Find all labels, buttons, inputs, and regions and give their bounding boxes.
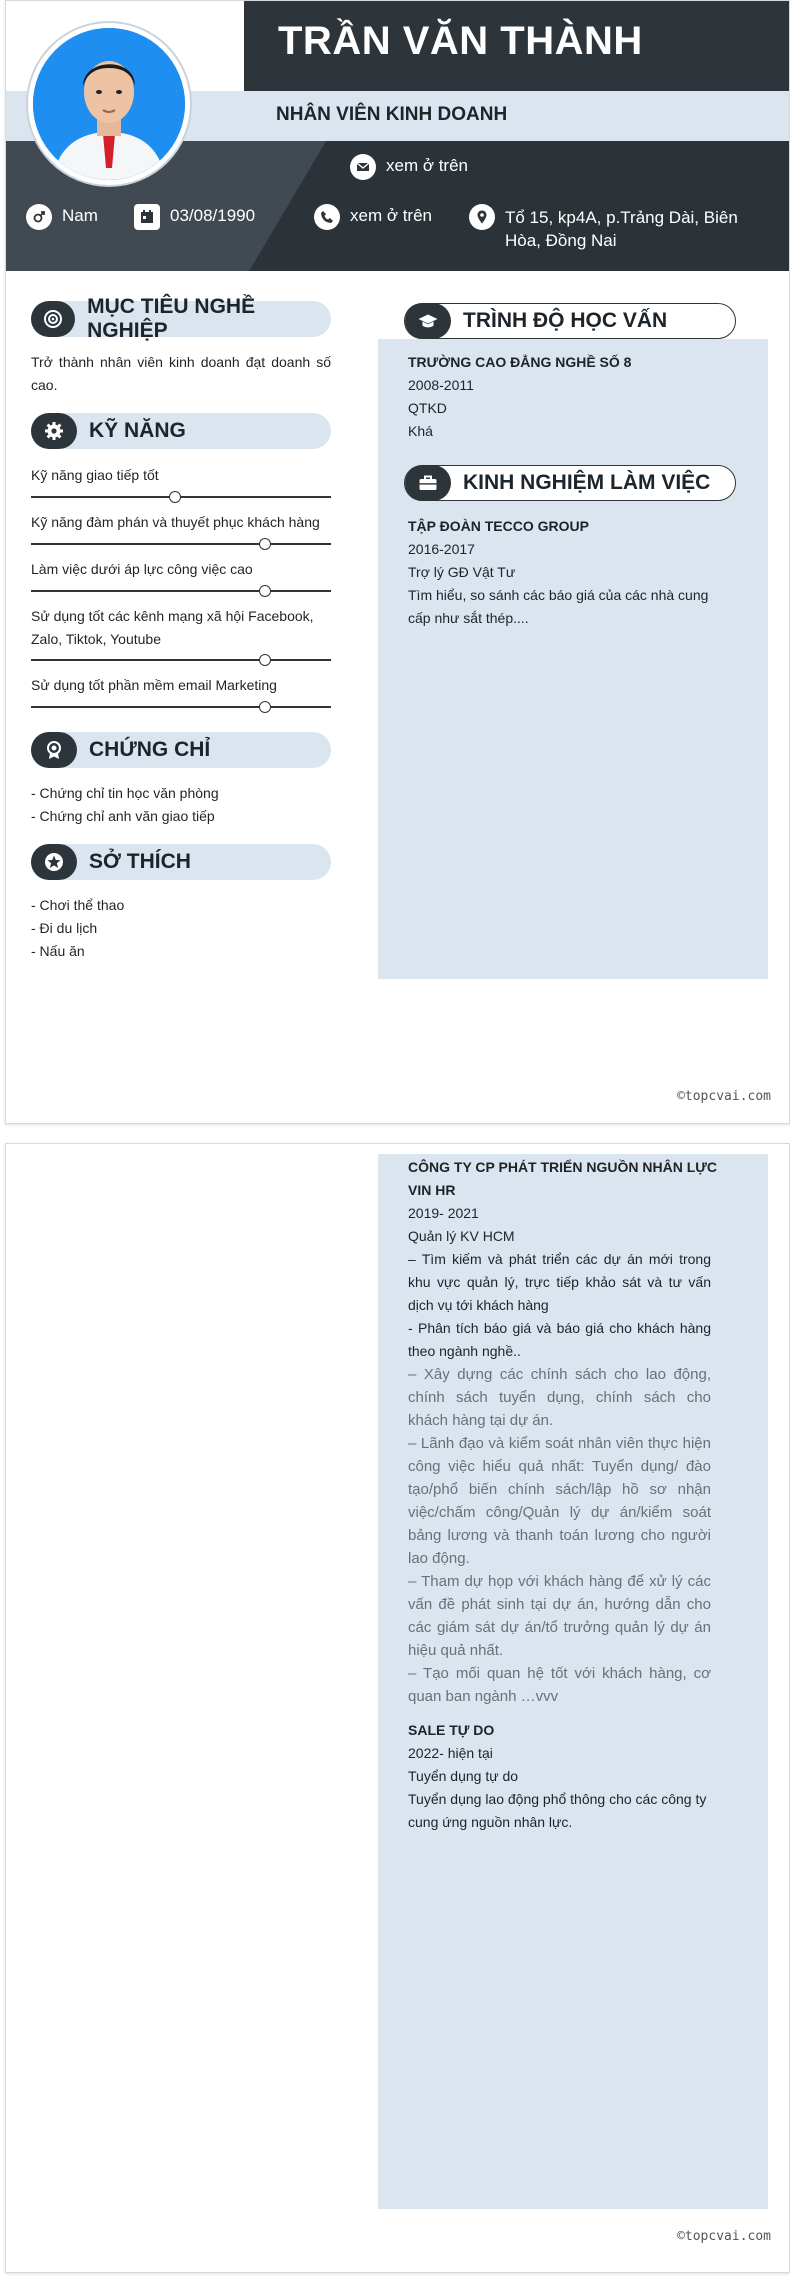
address-info — [469, 204, 769, 252]
job-description: – Tham dự họp với khách hàng để xử lý các vấn đề phát sinh tại dự án, hướng dẫn cho các giám sát dự án/tổ trưởng quản lý dự án hiệu quả nhất. — [408, 1573, 711, 1659]
job-description: – Tạo mối quan hệ tốt với khách hàng, cơ quan ban ngành …vvv — [408, 1665, 711, 1705]
certificate-item: - Chứng chỉ anh văn giao tiếp — [31, 808, 215, 824]
job-company: CÔNG TY CP PHÁT TRIỂN NGUỒN NHÂN LỰC VIN HR — [408, 1159, 717, 1198]
job-role: Trợ lý GĐ Vật Tư — [408, 564, 516, 580]
name-box — [244, 1, 790, 91]
skill-bar-track — [31, 590, 331, 592]
job-role: Quản lý KV HCM — [408, 1228, 515, 1244]
graduation-cap-icon — [405, 303, 451, 339]
section-objective-header — [31, 295, 331, 342]
job-description: - Phân tích báo giá và báo giá cho khách hàng theo ngành nghề.. — [408, 1320, 711, 1359]
education-school: TRƯỜNG CAO ĐẲNG NGHỀ SỐ 8 — [408, 354, 632, 370]
job-description: Tuyển dụng lao động phổ thông cho các công ty cung ứng nguồn nhân lực. — [408, 1791, 707, 1830]
job-years: 2019- 2021 — [408, 1205, 479, 1221]
target-icon — [31, 301, 75, 337]
skill-bar-knob — [259, 538, 271, 550]
section-experience-header — [404, 465, 736, 501]
skill-bar-knob — [169, 491, 181, 503]
phone-info — [314, 204, 432, 230]
hobby-item: - Đi du lịch — [31, 920, 98, 936]
email-value: xem ở trên — [386, 156, 469, 175]
hobby-item: - Nấu ăn — [31, 943, 85, 959]
email-info — [350, 154, 468, 180]
calendar-icon — [134, 204, 160, 230]
job-company: SALE TỰ DO — [408, 1722, 495, 1738]
skill-label: Sử dụng tốt các kênh mạng xã hội Facebook, Zalo, Tiktok, Youtube — [31, 608, 314, 647]
briefcase-icon — [405, 465, 451, 501]
skill-bar-track — [31, 659, 331, 661]
section-certificates-header — [31, 732, 331, 768]
cv-page-1 — [5, 0, 790, 1124]
section-skills-header — [31, 413, 331, 449]
skill-bar-knob — [259, 654, 271, 666]
gear-icon — [31, 413, 77, 449]
birthday-value: 03/08/1990 — [170, 206, 256, 225]
job-description: – Xây dựng các chính sách cho lao động, chính sách tuyển dụng, chính sách cho khách hàng tại dự án. — [408, 1366, 711, 1429]
section-hobbies-title: SỞ THÍCH — [89, 850, 191, 873]
section-objective-title: MỤC TIÊU NGHỀ NGHIỆP — [87, 295, 256, 342]
job-description: Tìm hiểu, so sánh các báo giá của các nhà cung cấp như sắt thép.... — [408, 587, 709, 626]
job-description: – Tìm kiếm và phát triển các dự án mới trong khu vực quản lý, trực tiếp khảo sát và tư vấn dịch vụ tới khách hàng — [408, 1251, 711, 1313]
skill-label: Sử dụng tốt phần mềm email Marketing — [31, 677, 277, 693]
certificate-item: - Chứng chỉ tin học văn phòng — [31, 785, 219, 801]
objective-text: Trở thành nhân viên kinh doanh đạt doanh số cao. — [31, 354, 331, 393]
skill-bar-track — [31, 706, 331, 708]
job-company: TẬP ĐOÀN TECCO GROUP — [408, 518, 589, 534]
portrait-photo — [33, 28, 185, 180]
cv-page-2 — [5, 1143, 790, 2273]
phone-icon — [314, 204, 340, 230]
skill-bar-track — [31, 496, 331, 498]
star-icon — [31, 844, 77, 880]
candidate-name: TRẦN VĂN THÀNH — [278, 19, 643, 63]
section-education-header — [404, 303, 736, 339]
job-title: NHÂN VIÊN KINH DOANH — [276, 104, 508, 125]
birthday-info — [134, 204, 255, 230]
education-years: 2008-2011 — [408, 377, 474, 393]
phone-value: xem ở trên — [350, 206, 433, 225]
gender-icon — [26, 204, 52, 230]
address-value: Tổ 15, kp4A, p.Trảng Dài, Biên Hòa, Đồng Nai — [505, 208, 738, 250]
skill-bar-knob — [259, 585, 271, 597]
section-hobbies-header — [31, 844, 331, 880]
skill-label: Kỹ năng đàm phán và thuyết phục khách hàng — [31, 514, 320, 530]
hobby-item: - Chơi thể thao — [31, 897, 125, 913]
skill-bar-track — [31, 543, 331, 545]
skill-label: Làm việc dưới áp lực công việc cao — [31, 561, 253, 577]
section-skills-title: KỸ NĂNG — [89, 419, 186, 442]
section-experience-title: KINH NGHIỆM LÀM VIỆC — [463, 471, 711, 494]
job-role: Tuyển dụng tự do — [408, 1768, 519, 1784]
watermark: ©topcvai.com — [677, 1089, 771, 1104]
job-years: 2016-2017 — [408, 541, 475, 557]
location-pin-icon — [469, 204, 495, 230]
award-icon — [31, 732, 77, 768]
avatar — [28, 23, 190, 185]
job-years: 2022- hiện tại — [408, 1745, 493, 1761]
gender-info — [26, 204, 98, 230]
education-grade: Khá — [408, 423, 433, 439]
education-major: QTKD — [408, 400, 447, 416]
job-description: – Lãnh đạo và kiểm soát nhân viên thực hiện công việc hiểu quả nhất: Tuyển dụng/ đào tạo/phổ biến chính sách/lập hồ sơ nhận việc/chấm công/Quản lý dự án/kiểm soát bảng lương và thanh toán lương cho người lao động. — [408, 1435, 711, 1567]
skill-bar-knob — [259, 701, 271, 713]
section-certificates-title: CHỨNG CHỈ — [89, 738, 211, 761]
mail-icon — [350, 154, 376, 180]
gender-value: Nam — [62, 206, 98, 225]
skill-label: Kỹ năng giao tiếp tốt — [31, 467, 159, 483]
section-education-title: TRÌNH ĐỘ HỌC VẤN — [463, 309, 668, 332]
watermark: ©topcvai.com — [677, 2229, 771, 2244]
